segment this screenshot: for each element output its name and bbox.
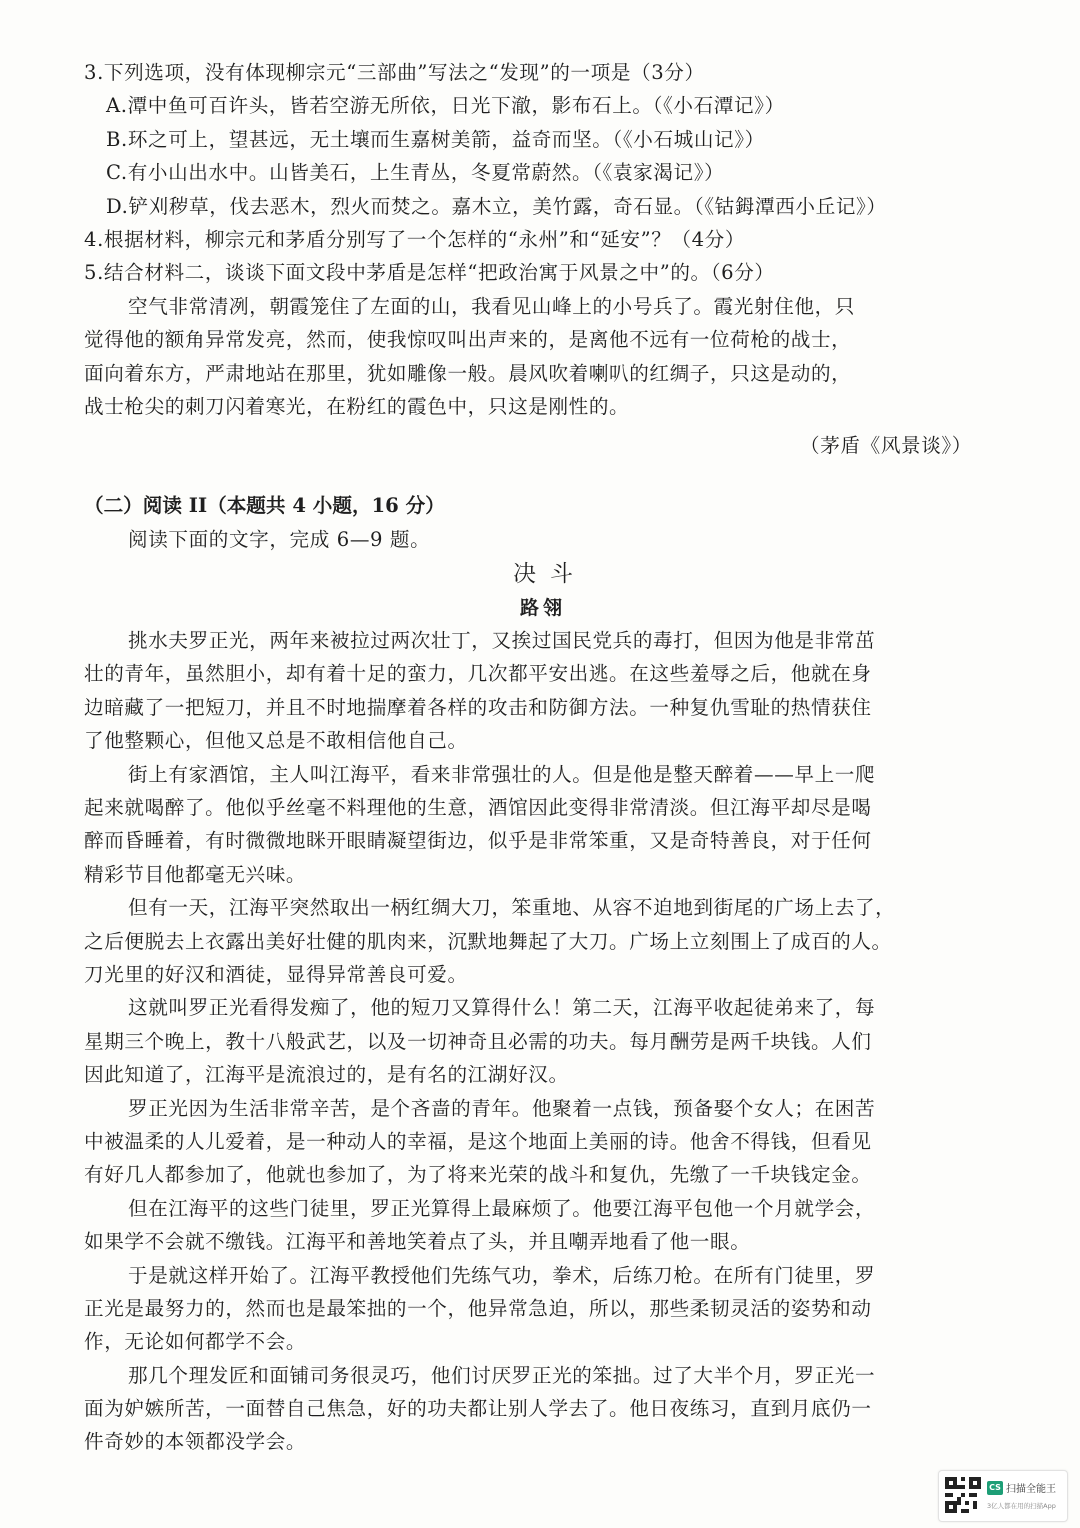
story-body <box>84 624 1002 1459</box>
question-5-passage <box>84 290 1002 424</box>
story-paragraph <box>84 1192 1002 1259</box>
scanner-watermark-badge <box>938 1470 1068 1522</box>
passage-source: （茅盾《风景谈》） <box>800 434 972 458</box>
story-line: 那几个理发匠和面铺司务很灵巧，他们讨厌罗正光的笨拙。过了大半个月，罗正光一 <box>128 1363 876 1387</box>
question-3-stem: 3.下列选项，没有体现柳宗元“三部曲”写法之“发现”的一项是（3分） <box>84 61 705 84</box>
story-line: 之后便脱去上衣露出美好壮健的肌肉来，沉默地舞起了大刀。广场上立刻围上了成百的人。 <box>84 929 892 953</box>
scanner-app-name: 扫描全能王 <box>1006 1484 1056 1495</box>
story-paragraph <box>84 758 1002 892</box>
passage-line: 觉得他的额角异常发亮，然而，使我惊叹叫出声来的，是离他不远有一位荷枪的战士， <box>84 328 852 352</box>
story-line: 因此知道了，江海平是流浪过的，是有名的江湖好汉。 <box>84 1063 569 1087</box>
question-4-stem: 4.根据材料，柳宗元和茅盾分别写了一个怎样的“永州”和“延安”？（4分） <box>84 227 746 251</box>
story-line: 精彩节目他都毫无兴味。 <box>84 862 307 886</box>
question-5-stem: 5.结合材料二，谈谈下面文段中茅盾是怎样“把政治寓于风景之中”的。（6分） <box>84 261 775 285</box>
story-paragraph <box>84 1259 1002 1359</box>
story-paragraph <box>84 624 1002 758</box>
story-line: 壮的青年，虽然胆小，却有着十足的蛮力，几次都平安出逃。在这些羞辱之后，他就在身 <box>84 662 872 686</box>
story-line: 有好几人都参加了，他就也参加了，为了将来光荣的战斗和复仇，先缴了一千块钱定金。 <box>84 1163 872 1187</box>
scanner-logo-icon: CS <box>987 1481 1003 1495</box>
story-line: 边暗藏了一把短刀，并且不时地揣摩着各样的攻击和防御方法。一种复仇雪耻的热情获住 <box>84 695 872 719</box>
story-line: 醉而昏睡着，有时微微地眯开眼睛凝望街边，似乎是非常笨重，又是奇特善良，对于任何 <box>84 829 872 853</box>
story-paragraph <box>84 1359 1002 1459</box>
story-author: 路翎 <box>519 597 566 620</box>
story-line: 但在江海平的这些门徒里，罗正光算得上最麻烦了。他要江海平包他一个月就学会， <box>128 1196 876 1220</box>
story-paragraph <box>84 991 1002 1091</box>
passage-line: 面向着东方，严肃地站在那里，犹如雕像一般。晨风吹着喇叭的红绸子，只这是动的， <box>84 361 852 385</box>
story-paragraph <box>84 1092 1002 1192</box>
story-title: 决斗 <box>513 561 587 588</box>
story-line: 面为妒嫉所苦，一面替自己焦急，好的功夫都让别人学去了。他日夜练习，直到月底仍一 <box>84 1397 872 1421</box>
qr-code-icon <box>945 1477 981 1513</box>
page-content <box>84 56 1002 1459</box>
story-line: 刀光里的好汉和酒徒，显得异常善良可爱。 <box>84 962 468 986</box>
story-line: 于是就这样开始了。江海平教授他们先练气功，拳术，后练刀枪。在所有门徒里，罗 <box>128 1263 876 1287</box>
story-line: 这就叫罗正光看得发痴了，他的短刀又算得什么！第二天，江海平收起徒弟来了，每 <box>128 996 876 1020</box>
story-paragraph <box>84 891 1002 991</box>
section-heading: （二）阅读 II（本题共 4 小题，16 分） <box>84 493 445 517</box>
passage-line: 空气非常清冽，朝霞笼住了左面的山，我看见山峰上的小号兵了。霞光射住他，只 <box>128 294 855 318</box>
story-line: 但有一天，江海平突然取出一柄红绸大刀，笨重地、从容不迫地到街尾的广场上去了， <box>128 896 896 920</box>
story-line: 作，无论如何都学不会。 <box>84 1330 307 1354</box>
story-line: 挑水夫罗正光，两年来被拉过两次壮丁，又挨过国民党兵的毒打，但因为他是非常茁 <box>128 629 876 653</box>
question-3-option-b: B.环之可上，望甚远，无土壤而生嘉树美箭，益奇而坚。（《小石城山记》） <box>106 127 765 151</box>
question-3-option-d: D.铲刈秽草，伐去恶木，烈火而焚之。嘉木立，美竹露，奇石显。（《钴鉧潭西小丘记》） <box>106 194 887 218</box>
story-line: 了他整颗心，但他又总是不敢相信他自己。 <box>84 729 468 753</box>
story-line: 正光是最努力的，然而也是最笨拙的一个，他异常急迫，所以，那些柔韧灵活的姿势和动 <box>84 1296 872 1320</box>
story-line: 星期三个晚上，教十八般武艺，以及一切神奇且必需的功夫。每月酬劳是两千块钱。人们 <box>84 1029 872 1053</box>
scanner-tagline: 3亿人都在用的扫描App <box>987 1502 1056 1510</box>
story-line: 中被温柔的人儿爱着，是一种动人的幸福，是这个地面上美丽的诗。他舍不得钱，但看见 <box>84 1129 872 1153</box>
question-3-option-a: A.潭中鱼可百许头，皆若空游无所依，日光下澈，影布石上。（《小石潭记》） <box>106 94 785 118</box>
section-instruction: 阅读下面的文字，完成 6—9 题。 <box>128 527 431 551</box>
story-line: 罗正光因为生活非常辛苦，是个吝啬的青年。他聚着一点钱，预备娶个女人；在困苦 <box>128 1096 876 1120</box>
story-line: 街上有家酒馆，主人叫江海平，看来非常强壮的人。但是他是整天醉着——早上一爬 <box>128 762 876 786</box>
question-3-option-c: C.有小山出水中。山皆美石，上生青丛，冬夏常蔚然。（《袁家渴记》） <box>106 161 725 185</box>
passage-line: 战士枪尖的刺刀闪着寒光，在粉红的霞色中，只这是刚性的。 <box>84 394 630 418</box>
story-line: 件奇妙的本领都没学会。 <box>84 1430 307 1454</box>
story-line: 如果学不会就不缴钱。江海平和善地笑着点了头，并且嘲弄地看了他一眼。 <box>84 1230 751 1254</box>
story-line: 起来就喝醉了。他似乎丝毫不料理他的生意，酒馆因此变得非常清淡。但江海平却尽是喝 <box>84 796 872 820</box>
